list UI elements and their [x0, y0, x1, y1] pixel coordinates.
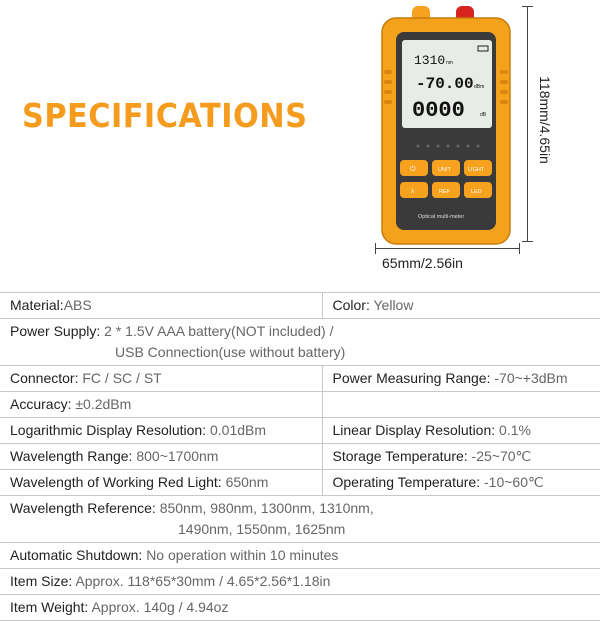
table-row	[0, 444, 600, 470]
lambda-button-label: λ	[411, 189, 414, 195]
lcd-line2-unit: dBm	[474, 84, 485, 90]
table-row	[0, 293, 600, 319]
unit-button-label: UNIT	[438, 167, 451, 173]
lcd-line2: -70.00	[416, 75, 474, 93]
width-dimension-label: 65mm/2.56in	[382, 255, 463, 271]
led-button-label: LED	[471, 189, 482, 195]
table-row	[0, 595, 600, 621]
lcd-line3-unit: dB	[480, 112, 487, 118]
specifications-table	[0, 292, 600, 621]
light-button-label: LIGHT	[468, 167, 485, 173]
ref-button-label: REF	[439, 189, 450, 195]
storage-temp-label: Storage Temperature:	[332, 448, 468, 464]
accuracy-label: Accuracy:	[10, 396, 72, 412]
material-label: Material:	[10, 297, 64, 313]
wavelength-range-label: Wavelength Range:	[10, 448, 133, 464]
product-image	[360, 0, 600, 285]
color-label: Color:	[332, 297, 370, 313]
wavelength-ref-value-1: 850nm, 980nm, 1300nm, 1310nm,	[159, 500, 374, 516]
lambda-button	[400, 182, 428, 198]
item-size-value: Approx. 118*65*30mm / 4.65*2.56*1.18in	[75, 573, 331, 589]
table-row	[0, 470, 600, 496]
device-model-label: Optical multi-meter	[418, 214, 465, 220]
optical-power-meter-illustration	[360, 0, 600, 250]
linear-resolution-value: 0.1%	[499, 422, 531, 438]
material-value: ABS	[63, 297, 92, 313]
log-resolution-label: Logarithmic Display Resolution:	[10, 422, 207, 438]
accuracy-value: ±0.2dBm	[75, 396, 132, 412]
power-supply-value-2: USB Connection(use without battery)	[115, 344, 346, 360]
table-row	[0, 392, 600, 418]
table-row	[0, 319, 600, 366]
item-weight-label: Item Weight:	[10, 599, 89, 615]
lcd-line1: 1310	[414, 53, 446, 68]
connector-label: Connector:	[10, 370, 79, 386]
wavelength-ref-label: Wavelength Reference:	[10, 500, 156, 516]
red-light-value: 650nm	[225, 474, 269, 490]
table-row	[0, 496, 600, 543]
connector-value: FC / SC / ST	[82, 370, 162, 386]
color-value: Yellow	[373, 297, 414, 313]
power-supply-value-1: 2 * 1.5V AAA battery(NOT included) /	[104, 323, 334, 339]
wavelength-ref-value-2: 1490nm, 1550nm, 1625nm	[178, 521, 346, 537]
table-row	[0, 569, 600, 595]
auto-shutdown-value: No operation within 10 minutes	[146, 547, 339, 563]
specifications-heading: SPECIFICATIONS	[22, 96, 308, 135]
auto-shutdown-label: Automatic Shutdown:	[10, 547, 143, 563]
lcd-line1-unit: nm	[446, 60, 453, 66]
power-icon: ⏻	[410, 166, 416, 173]
log-resolution-value: 0.01dBm	[209, 422, 267, 438]
power-range-label: Power Measuring Range:	[332, 370, 491, 386]
wavelength-range-value: 800~1700nm	[136, 448, 219, 464]
height-dimension-line	[527, 6, 528, 242]
height-dimension-label: 118mm/4.65in	[537, 76, 553, 164]
table-row	[0, 418, 600, 444]
storage-temp-value: -25~70℃	[471, 448, 532, 464]
red-light-label: Wavelength of Working Red Light:	[10, 474, 222, 490]
power-range-value: -70~+3dBm	[494, 370, 568, 386]
item-weight-value: Approx. 140g / 4.94oz	[91, 599, 229, 615]
width-dimension-line	[375, 248, 520, 249]
table-row	[0, 366, 600, 392]
lcd-line3: 0000	[412, 98, 465, 123]
table-row	[0, 543, 600, 569]
power-supply-label: Power Supply:	[10, 323, 101, 339]
operating-temp-label: Operating Temperature:	[332, 474, 481, 490]
linear-resolution-label: Linear Display Resolution:	[332, 422, 496, 438]
item-size-label: Item Size:	[10, 573, 73, 589]
operating-temp-value: -10~60℃	[484, 474, 544, 490]
